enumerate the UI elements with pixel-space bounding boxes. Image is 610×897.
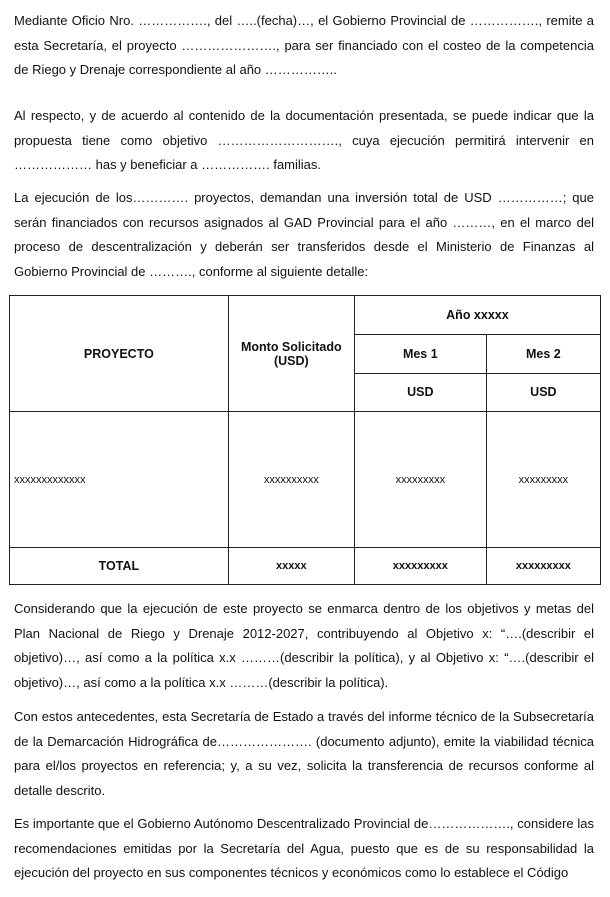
header-monto: Monto Solicitado (USD): [228, 296, 354, 412]
header-mes1: Mes 1: [354, 334, 486, 373]
cell-monto: xxxxxxxxxx: [228, 412, 354, 548]
paragraph-plan-nacional: Considerando que la ejecución de este proyecto se enmarca dentro de los objetivos y metas del Plan Nacional de Riego y Drenaje 2012-2027, contribuyendo al Objetivo x: “….(describir el objetivo)…, así como a la política x.x ………(describir la política), y al Objetivo x: “….(describir el objetivo)…, así como a la política x.x ………(describir la política).: [14, 601, 594, 690]
budget-table: [9, 295, 601, 585]
paragraph-objetivo: Al respecto, y de acuerdo al contenido de la documentación presentada, se puede indicar que la propuesta tiene como objetivo ………………………., cuya ejecución permitirá intervenir en ……………… has y beneficiar a ……………. familias.: [14, 108, 594, 172]
total-row: [10, 548, 601, 585]
total-label: TOTAL: [10, 548, 229, 585]
cell-mes1: xxxxxxxxx: [354, 412, 486, 548]
paragraph-oficio: Mediante Oficio Nro. ……………., del …..(fecha)…, el Gobierno Provincial de ……………., remite a esta Secretaría, el proyecto …………………., para ser financiado con el costeo de la competencia de Riego y Drenaje correspondiente al año ……………..: [14, 13, 594, 77]
paragraph-antecedentes: Con estos antecedentes, esta Secretaría de Estado a través del informe técnico de la Subsecretaría de la Demarcación Hidrográfica de…………………. (documento adjunto), emite la viabilidad técnica para el/los proyectos en referencia; y, a su vez, solicita la transferencia de recursos conforme al detalle descrito.: [14, 709, 594, 798]
header-proyecto: PROYECTO: [10, 296, 229, 412]
total-mes1: xxxxxxxxx: [354, 548, 486, 585]
header-year: Año xxxxx: [354, 296, 600, 335]
cell-mes2: xxxxxxxxx: [486, 412, 600, 548]
paragraph-recomendaciones: Es importante que el Gobierno Autónomo Descentralizado Provincial de………………., considere las recomendaciones emitidas por la Secretaría del Agua, puesto que es de su responsabilidad la ejecución del proyecto en sus componentes técnicos y económicos como lo establece el Código: [14, 816, 594, 880]
header-mes2: Mes 2: [486, 334, 600, 373]
total-mes2: xxxxxxxxx: [486, 548, 600, 585]
header-usd2: USD: [486, 373, 600, 412]
paragraph-inversion: La ejecución de los…………. proyectos, demandan una inversión total de USD ……………; que serán financiados con recursos asignados al GAD Provincial para el año ………, en el marco del proceso de descentralización y deberán ser transferidos desde el Ministerio de Finanzas al Gobierno Provincial de ………., conforme al siguiente detalle:: [14, 190, 594, 279]
cell-proyecto: xxxxxxxxxxxxx: [10, 412, 229, 548]
total-monto: xxxxx: [228, 548, 354, 585]
table-row: [10, 412, 601, 548]
header-usd1: USD: [354, 373, 486, 412]
